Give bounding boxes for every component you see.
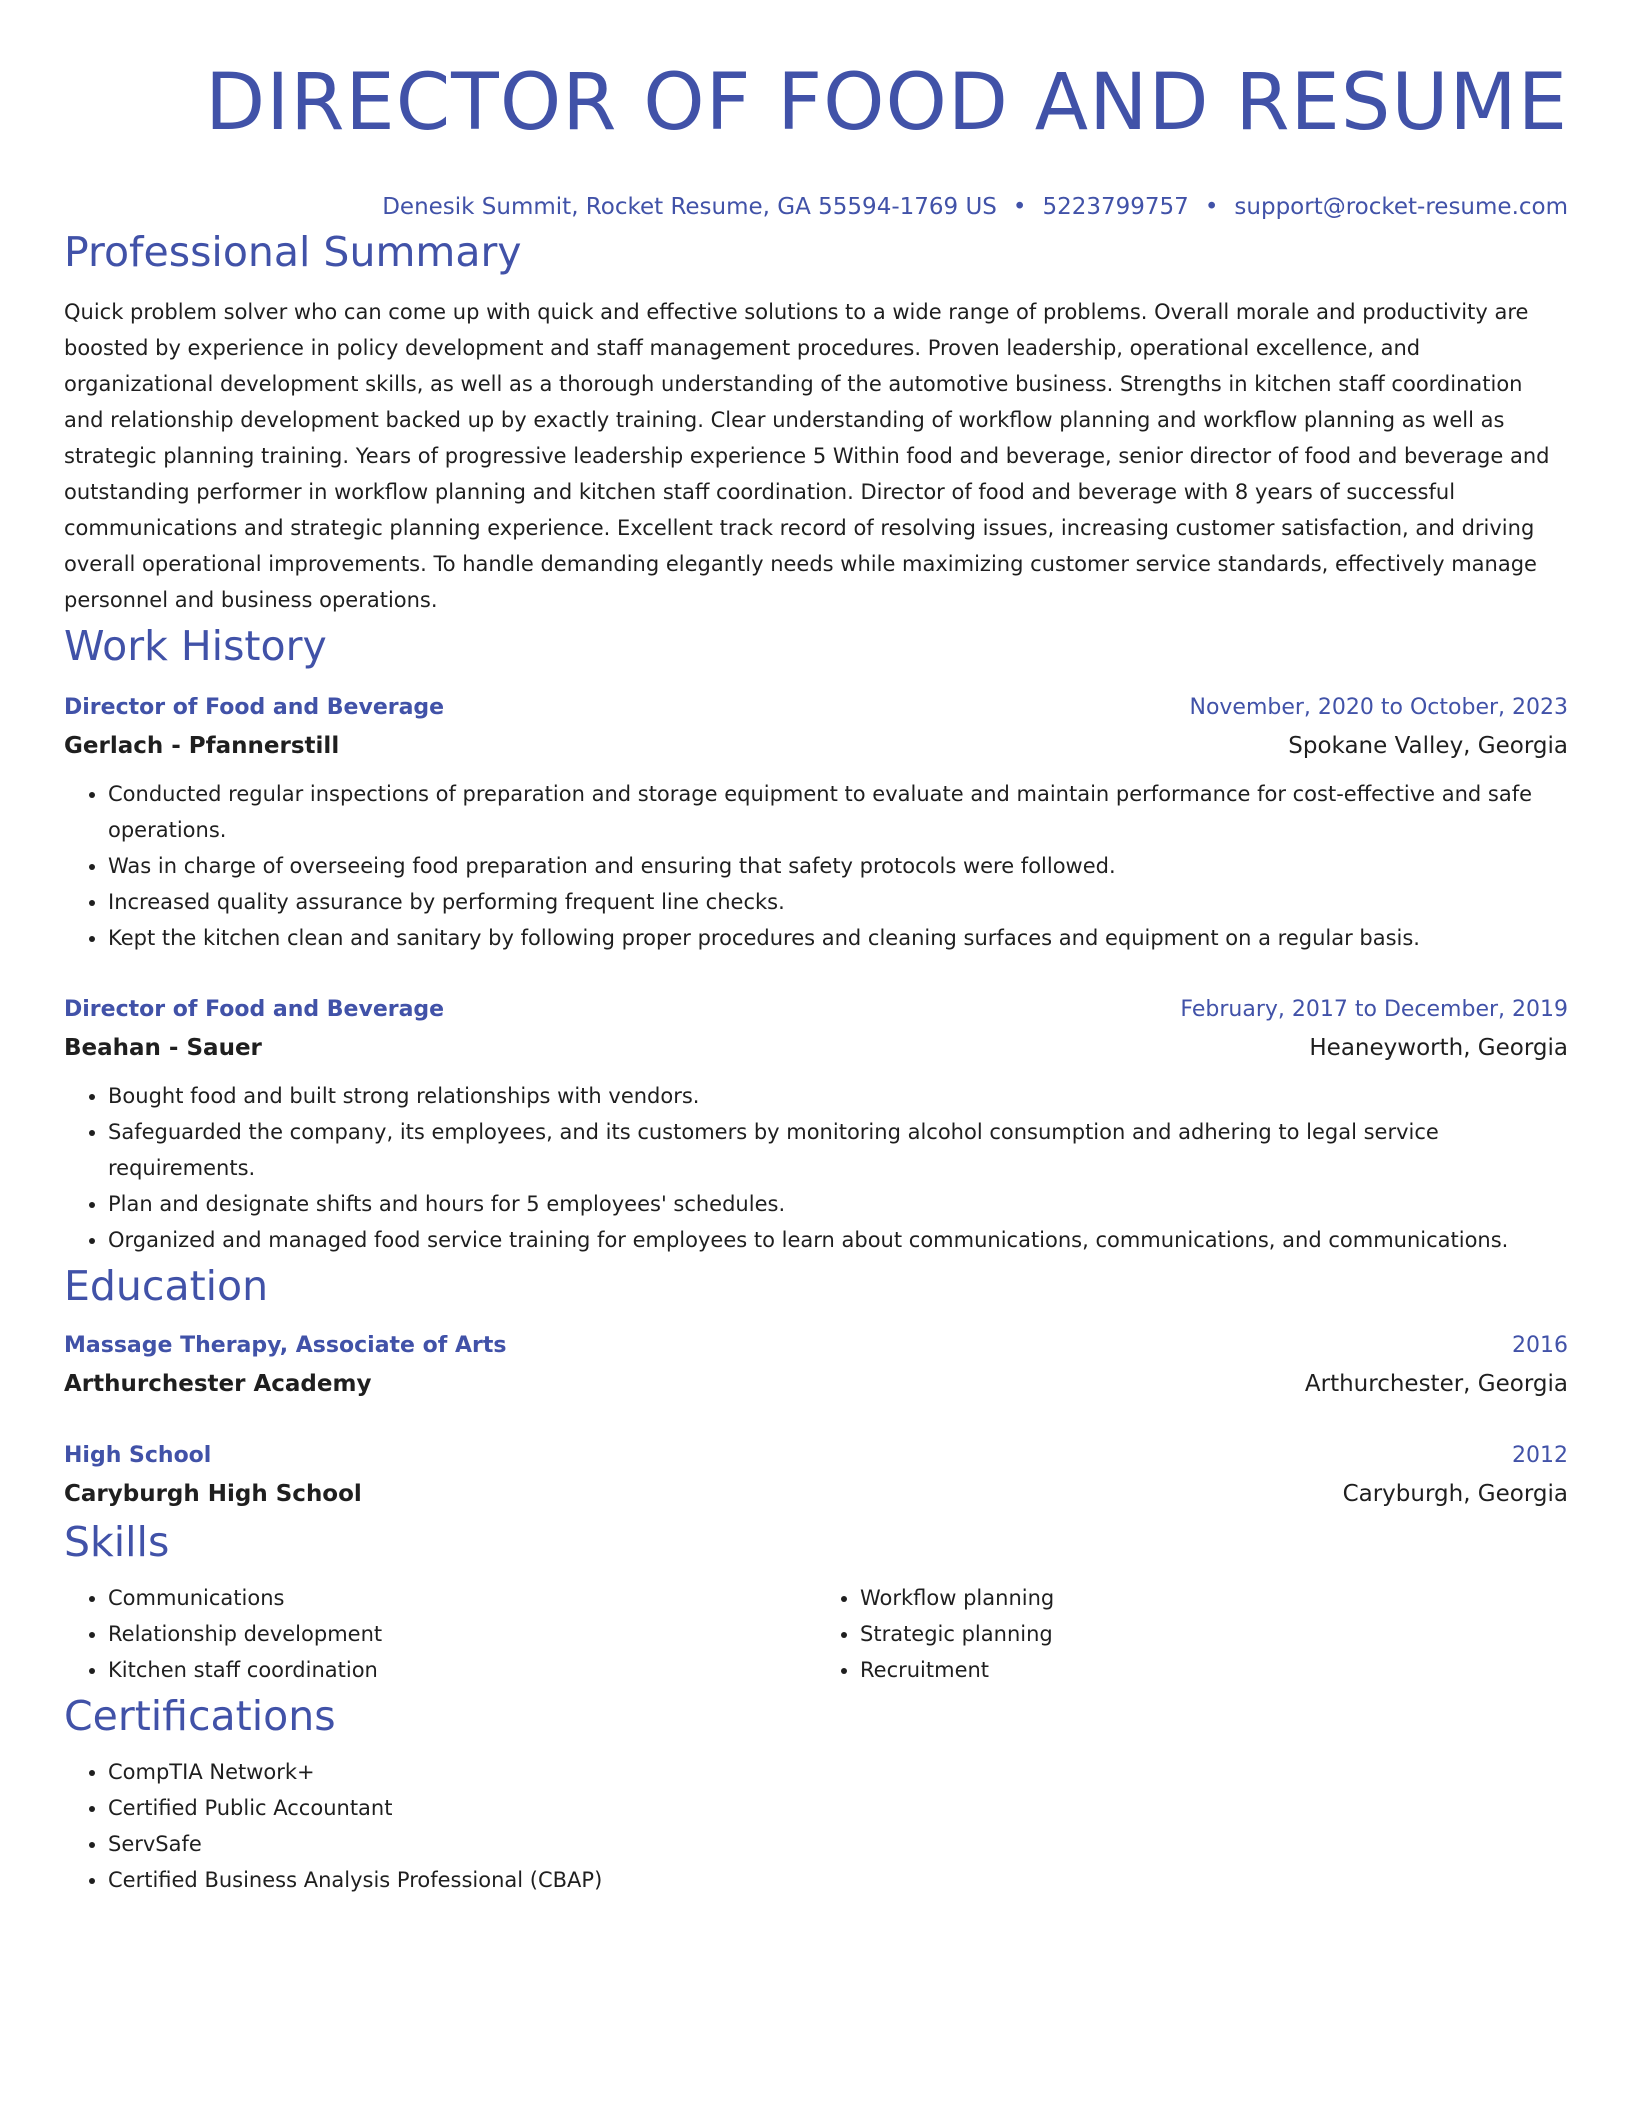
job-bullet: • Increased quality assurance by performing frequent line checks. bbox=[108, 884, 1568, 920]
job-location: Spokane Valley, Georgia bbox=[1288, 733, 1568, 759]
education-school: Caryburgh High School bbox=[64, 1481, 362, 1507]
skills-column-left bbox=[64, 1580, 816, 1688]
contact-separator: • bbox=[1012, 194, 1027, 220]
certification-item: • Certified Business Analysis Professional (CBAP) bbox=[108, 1862, 1568, 1898]
job-dates: November, 2020 to October, 2023 bbox=[1189, 695, 1568, 720]
skill-item: • Strategic planning bbox=[860, 1616, 1568, 1652]
summary-text: Quick problem solver who can come up with quick and effective solutions to a wide range of problems. Overall morale and productivity are boosted by experience in policy development and staff management procedures. Proven leadership, operational excellence, and organizational development skills, as well as a thorough understanding of the automotive business. Strengths in kitchen staff coordination and relationship development backed up by exactly training. Clear understanding of workflow planning and workflow planning as well as strategic planning training. Years of progressive leadership experience 5 Within food and beverage, senior director of food and beverage and outstanding performer in workflow planning and kitchen staff coordination. Director of food and beverage with 8 years of successful communications and strategic planning experience. Excellent track record of resolving issues, increasing customer satisfaction, and driving overall operational improvements. To handle demanding elegantly needs while maximizing customer service standards, effectively manage personnel and business operations. bbox=[64, 300, 1550, 612]
skill-item: • Workflow planning bbox=[860, 1580, 1568, 1616]
education-year: 2012 bbox=[1512, 1443, 1568, 1468]
job-entry bbox=[64, 992, 1568, 1258]
job-entry bbox=[64, 690, 1568, 956]
certifications-heading: Certifications bbox=[64, 1692, 336, 1740]
contact-email: support@rocket-resume.com bbox=[1234, 194, 1568, 220]
skills-list bbox=[64, 1580, 1568, 1688]
skill-item: • Relationship development bbox=[108, 1616, 816, 1652]
education-school: Arthurchester Academy bbox=[64, 1371, 372, 1397]
job-bullet: • Kept the kitchen clean and sanitary by following proper procedures and cleaning surfaces and equipment on a regular basis. bbox=[108, 920, 1568, 956]
skills-heading: Skills bbox=[64, 1518, 170, 1566]
job-company: Beahan - Sauer bbox=[64, 1035, 262, 1061]
job-bullet: • Safeguarded the company, its employees, and its customers by monitoring alcohol consumption and adhering to legal service requirements. bbox=[108, 1114, 1568, 1186]
job-bullet: • Bought food and built strong relationships with vendors. bbox=[108, 1078, 1568, 1114]
skills-column-right bbox=[816, 1580, 1568, 1688]
education-degree: Massage Therapy, Associate of Arts bbox=[64, 1333, 507, 1358]
certification-item: • Certified Public Accountant bbox=[108, 1790, 1568, 1826]
job-bullet: • Conducted regular inspections of preparation and storage equipment to evaluate and maintain performance for cost-effective and safe operations. bbox=[108, 776, 1568, 848]
education-location: Arthurchester, Georgia bbox=[1304, 1371, 1568, 1397]
skill-item: • Recruitment bbox=[860, 1652, 1568, 1688]
job-location: Heaneyworth, Georgia bbox=[1309, 1035, 1568, 1061]
skill-item: • Communications bbox=[108, 1580, 816, 1616]
education-degree: High School bbox=[64, 1443, 212, 1468]
job-company: Gerlach - Pfannerstill bbox=[64, 733, 340, 759]
contact-address: Denesik Summit, Rocket Resume, GA 55594-1769 US bbox=[382, 194, 997, 220]
job-dates: February, 2017 to December, 2019 bbox=[1180, 997, 1568, 1022]
resume-page bbox=[64, 48, 1568, 1898]
job-bullets bbox=[64, 1078, 1568, 1258]
job-bullet: • Organized and managed food service training for employees to learn about communications, communications, and communications. bbox=[108, 1222, 1568, 1258]
certification-item: • CompTIA Network+ bbox=[108, 1754, 1568, 1790]
contact-phone: 5223799757 bbox=[1042, 194, 1189, 220]
job-role: Director of Food and Beverage bbox=[64, 695, 445, 720]
certification-item: • ServSafe bbox=[108, 1826, 1568, 1862]
education-entry bbox=[64, 1438, 1568, 1514]
contact-separator: • bbox=[1204, 194, 1219, 220]
job-bullet: • Was in charge of overseeing food preparation and ensuring that safety protocols were followed. bbox=[108, 848, 1568, 884]
certifications-list bbox=[64, 1754, 1568, 1898]
education-entry bbox=[64, 1328, 1568, 1404]
education-year: 2016 bbox=[1512, 1333, 1568, 1358]
summary-heading: Professional Summary bbox=[64, 228, 522, 276]
job-bullet: • Plan and designate shifts and hours for 5 employees' schedules. bbox=[108, 1186, 1568, 1222]
education-heading: Education bbox=[64, 1262, 269, 1310]
job-bullets bbox=[64, 776, 1568, 956]
skill-item: • Kitchen staff coordination bbox=[108, 1652, 816, 1688]
job-role: Director of Food and Beverage bbox=[64, 997, 445, 1022]
education-location: Caryburgh, Georgia bbox=[1342, 1481, 1568, 1507]
resume-title: DIRECTOR OF FOOD AND RESUME bbox=[205, 58, 1568, 148]
contact-line bbox=[64, 190, 1568, 224]
work-history-heading: Work History bbox=[64, 622, 327, 670]
